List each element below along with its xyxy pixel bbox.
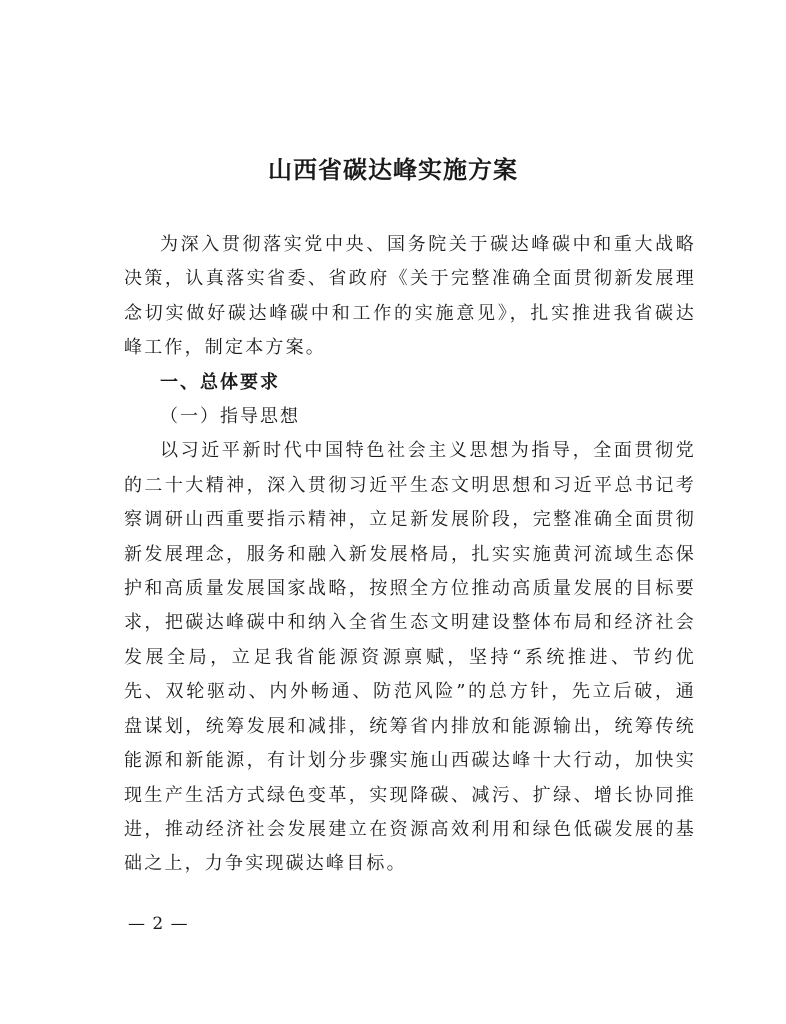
intro-paragraph: 为深入贯彻落实党中央、国务院关于碳达峰碳中和重大战略决策，认真落实省委、省政府《关于完整准确全面贯彻新发展理念切实做好碳达峰碳中和工作的实施意见》，扎实推进我省碳达峰工作，制定本方案。 [124,234,696,359]
section-heading-general-requirements: 一、总体要求 [160,371,280,393]
page-number: — 2 — [128,914,189,934]
document-body [124,228,696,882]
subsection-heading-guiding-ideology: （一）指导思想 [160,406,300,428]
guiding-ideology-paragraph: 以习近平新时代中国特色社会主义思想为指导，全面贯彻党的二十大精神，深入贯彻习近平生态文明思想和习近平总书记考察调研山西重要指示精神，立足新发展阶段，完整准确全面贯彻新发展理念，服务和融入新发展格局，扎实实施黄河流域生态保护和高质量发展国家战略，按照全方位推动高质量发展的目标要求，把碳达峰碳中和纳入全省生态文明建设整体布局和经济社会发展全局，立足我省能源资源禀赋，坚持“系统推进、节约优先、双轮驱动、内外畅通、防范风险”的总方针，先立后破，通盘谋划，统筹发展和减排，统筹省内排放和能源输出，统筹传统能源和新能源，有计划分步骤实施山西碳达峰十大行动，加快实现生产生活方式绿色变革，实现降碳、减污、扩绿、增长协同推进，推动经济社会发展建立在资源高效利用和绿色低碳发展的基础之上，力争实现碳达峰目标。 [124,440,696,875]
document-title: 山西省碳达峰实施方案 [268,155,518,184]
